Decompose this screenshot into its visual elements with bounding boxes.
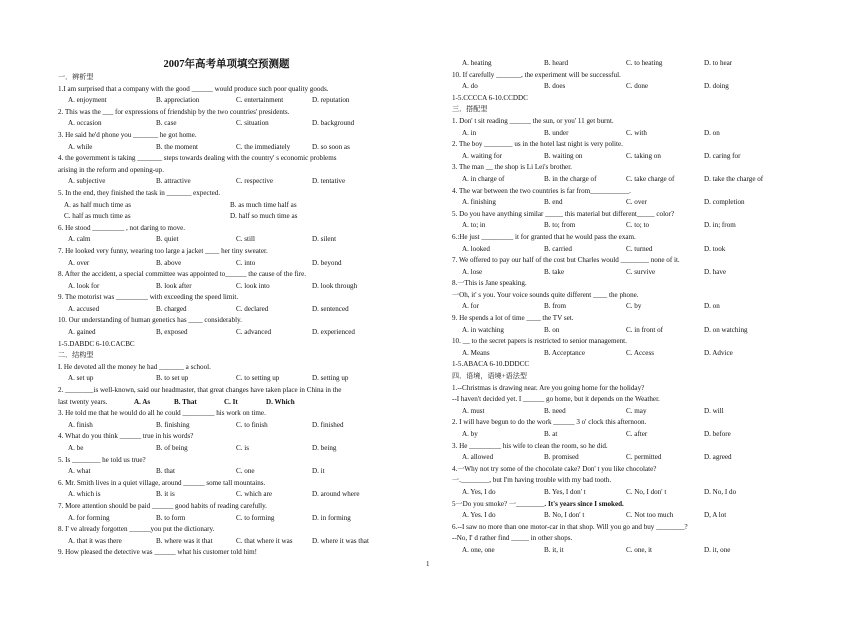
text-line: 1-5.ABACA 6-10.DDDCC (452, 360, 530, 369)
option: A. finishing (462, 198, 496, 207)
option: A. Yes. I do (462, 511, 496, 520)
option: A. in charge of (462, 174, 505, 183)
options-line (58, 200, 412, 212)
option: B. look after (156, 281, 192, 290)
option: B. to; from (544, 221, 576, 230)
option: D. on (704, 302, 720, 311)
options-line (452, 267, 798, 279)
text-line: 1-5.DABDC 6-10.CACBC (58, 339, 135, 348)
options-line (58, 211, 412, 223)
option: B. heard (544, 59, 569, 67)
options-line (58, 489, 412, 501)
option: D. on watching (704, 325, 748, 334)
option: C. turned (626, 244, 653, 253)
option: C. still (236, 235, 255, 244)
text-line: 9. The motorist was _________ with exceeding the speed limit. (58, 293, 239, 302)
option: A. accused (68, 304, 100, 313)
text-line: 7. He looked very funny, wearing too large a jacket ____ her tiny sweater. (58, 246, 268, 255)
option: D. in forming (312, 513, 351, 522)
option: C. after (626, 430, 648, 438)
option: A. As (134, 397, 151, 406)
option: B. as much time half as (230, 200, 297, 209)
option: A. finish (68, 420, 93, 429)
text-line: 5. Is ________ he told us true? (58, 455, 146, 464)
option: B. where was it that (156, 536, 213, 545)
text-line: --No, I' d rather find _____ in other shops. (452, 534, 573, 543)
text-line: I. He devoted all the money he had _______ a school. (58, 362, 211, 371)
option: D. it, one (704, 545, 731, 554)
option: C. may (626, 406, 647, 415)
options-line (452, 545, 798, 557)
text-line: 2. I will have begun to do the work ______ 3 o' clock this afternoon. (452, 418, 647, 427)
option: A. in watching (462, 325, 504, 334)
option: D. setting up (312, 374, 349, 383)
options-line (58, 304, 412, 316)
option: C. done (626, 82, 649, 91)
options-line (452, 174, 798, 186)
option: B. need (544, 406, 566, 415)
option: B. it, it (544, 545, 564, 554)
option: C. situation (236, 119, 269, 128)
option: B. at (544, 430, 558, 438)
option: B. quiet (156, 235, 179, 244)
options-line (452, 151, 798, 163)
option: C. look into (236, 281, 270, 290)
option: A. allowed (462, 453, 494, 462)
option: A. subjective (68, 177, 106, 186)
text-line: 5一Do you smoke? 一________. It's years since I smoked. (452, 499, 624, 508)
option: C. respective (236, 177, 274, 186)
option: A. look for (68, 281, 100, 290)
option: C. take charge of (626, 174, 675, 183)
text-line: 10. Our understanding of human genetics has ____ considerably. (58, 316, 242, 325)
option: A. set up (68, 374, 94, 383)
options-line (58, 176, 412, 188)
options-line (452, 406, 798, 418)
options-line (452, 220, 798, 232)
options-line (452, 348, 798, 360)
text-line: 2. ________is well-known, said our headmaster, that great changes have taken place in China in the (58, 386, 342, 395)
option: B. Acceptance (544, 348, 585, 357)
option: D. where it was that (312, 536, 369, 545)
option: C. with (626, 128, 647, 137)
option: D. reputation (312, 96, 350, 105)
options-line (58, 234, 412, 246)
text-line: 一．辨析型 (58, 73, 94, 81)
option: C. which are (236, 490, 273, 499)
text-line: 2. The boy ________ us in the hotel last night is very polite. (452, 140, 623, 149)
option: A. one, one (462, 545, 495, 554)
text-line: 3. The man __ the shop is Li Lei's brother. (452, 163, 572, 172)
text-line: 6. Mr. Smith lives in a quiet village, around ______ some tall mountains. (58, 478, 266, 487)
text-line: 四．语境，语境+语法型 (452, 372, 527, 381)
options-line (452, 487, 798, 499)
text-line: 2. This was the ___ for expressions of friendship by the two countries' presidents. (58, 107, 290, 116)
text-line: 7. More attention should be paid ______ good habits of reading carefully. (58, 501, 267, 510)
option: C. advanced (236, 328, 272, 337)
option: D. it (312, 467, 325, 476)
page-number: 1 (426, 560, 430, 568)
option: A. while (68, 142, 93, 151)
option: D. in; from (704, 221, 736, 230)
text-line: 8. I' ve already forgotten ______you put the dictionary. (58, 525, 215, 534)
option: B. Yes, I don' t (544, 487, 586, 496)
option: A. Yes, I do (462, 487, 496, 496)
option: D. Which (266, 397, 295, 406)
options-line (452, 81, 798, 93)
option: D. on (704, 128, 720, 137)
option: C. permitted (626, 453, 662, 462)
text-line: 1. Don' t sit reading ______ the sun, or you' 11 get burnt. (452, 116, 614, 125)
option: B. waiting on (544, 151, 583, 160)
option: D. will (704, 406, 724, 415)
option: D. Advice (704, 348, 733, 357)
text-line: 二．结构型 (58, 351, 94, 360)
option: D. to hear (704, 59, 733, 67)
text-line: 5. Do you have anything similar _____ this material but different_____ color? (452, 209, 675, 218)
options-line (58, 536, 412, 548)
text-line: 6.:He just _________ it for granted that he would pass the exam. (452, 232, 636, 241)
option: A. that it was there (68, 536, 122, 545)
option: C. Access (626, 348, 654, 357)
option: D. take the charge of (704, 174, 764, 183)
text-line: 3. He told me that he would do all he could _________ his work on time. (58, 409, 266, 418)
option: C. to forming (236, 513, 275, 522)
options-line (452, 452, 798, 464)
option: A. do (462, 82, 478, 91)
option: A. calm (68, 235, 91, 244)
options-line (452, 301, 798, 313)
text-line: 3. He said he'd phone you _______ he got home. (58, 130, 197, 139)
text-line: 三．搭配型 (452, 105, 488, 114)
option: C. into (236, 258, 256, 267)
option: B. appreciation (156, 96, 200, 105)
option: A. what (68, 467, 91, 476)
option: A. which is (68, 490, 101, 499)
option: A. for forming (68, 513, 110, 522)
options-line (58, 513, 412, 525)
option: C. that where it was (236, 536, 293, 545)
option: C. by (626, 302, 642, 311)
options-line (58, 397, 412, 409)
option: D. silent (312, 235, 337, 244)
option: B. carried (544, 244, 572, 253)
option: B. from (544, 302, 567, 311)
option: A. be (68, 444, 84, 452)
option: B. No, I don' t (544, 511, 585, 520)
option: B. under (544, 128, 569, 137)
option: B. to form (156, 513, 186, 522)
options-line (58, 373, 412, 385)
text-line: 1.--Christmas is drawing near. Are you going home for the holiday? (452, 383, 645, 392)
option: A. as half much time as (64, 200, 131, 209)
option: A. to; in (462, 221, 486, 230)
option: A. heating (462, 59, 492, 67)
option: D. No, I do (704, 487, 737, 496)
option: A. for (462, 302, 479, 311)
option: B, exposed (156, 328, 188, 337)
option: C. to; to (626, 221, 650, 230)
option: D. finished (312, 420, 344, 429)
text-line: 8.一This is Jane speaking. (452, 279, 527, 288)
text-line: 3. He _________ his wife to clean the room, so he did. (452, 441, 608, 450)
options-line (58, 258, 412, 270)
text-line: 一Oh, it' s you. Your voice sounds quite different ____ the phone. (452, 290, 639, 299)
option: D. sentenced (312, 304, 349, 313)
option: D. look through (312, 281, 358, 290)
text-line: 7. We offered to pay our half of the cost but Charles would ________ none of it. (452, 256, 680, 265)
option: B. on (544, 325, 560, 334)
options-line (58, 281, 412, 293)
option: D. took (704, 244, 726, 253)
page-title: 2007年高考单项填空预测题 (163, 59, 290, 70)
option: C. to setting up (236, 374, 280, 383)
text-line: 4.一Why not try some of the chocolate cake? Don' t you like chocolate? (452, 464, 657, 473)
right-column (452, 58, 798, 557)
options-line (452, 58, 798, 70)
text-line: 6.--I saw no more than one motor-car in that shop. Will you go and buy ________? (452, 522, 688, 531)
option: B. charged (156, 304, 187, 313)
text-line: 9. He spends a lot of time ____ the TV set. (452, 314, 574, 323)
option: A. gained (68, 328, 96, 337)
option: B. take (544, 267, 565, 276)
options-line (58, 443, 412, 455)
text-line: 10. __ to the secret papers is restricted to senior management. (452, 337, 627, 346)
option: C. entertainment (236, 96, 284, 105)
options-line (58, 95, 412, 107)
option: C. to finish (236, 420, 268, 429)
option: D. so soon as (312, 142, 350, 151)
option: B. does (544, 82, 566, 91)
option: C. declared (236, 304, 269, 313)
option: C. in front of (626, 325, 664, 334)
options-line (452, 197, 798, 209)
option: A. occasion (68, 119, 102, 128)
option: A. lose (462, 267, 483, 276)
option: D. have (704, 267, 727, 276)
option: D. completion (704, 198, 745, 207)
option: D. before (704, 430, 731, 438)
text-line: 一.________, but I'm having trouble with my bad tooth. (452, 476, 612, 485)
option: C. to heating (626, 59, 663, 67)
option: D. half so much time as (230, 212, 298, 221)
option: B. it is (156, 490, 175, 499)
option: B. end (544, 198, 563, 207)
option: last twenty years. (58, 397, 108, 406)
option: D. experienced (312, 328, 355, 337)
option: A. waiting for (462, 151, 502, 160)
text-line: 5. In the end, they finished the task in _______ expected. (58, 188, 221, 197)
option: C. is (236, 444, 250, 452)
option: D. doing (704, 82, 729, 91)
text-line: 6. He stood _________ , not daring to move. (58, 223, 186, 232)
option: A. enjoyment (68, 96, 107, 105)
text-line: 4. What do you think ______ true in his words? (58, 432, 194, 441)
text-line: 1-5.CCCCA 6-10.CCDDC (452, 93, 528, 102)
text-line: 8. After the accident, a special committee was appointed to______ the cause of the fire. (58, 270, 306, 279)
option: D. agreed (704, 453, 732, 462)
option: A. looked (462, 244, 490, 253)
option: B. finishing (156, 420, 190, 429)
options-line (58, 327, 412, 339)
option: A. over (68, 258, 90, 267)
option: D. background (312, 119, 355, 128)
option: D. tentative (312, 177, 346, 186)
option: C. half as much time as (64, 212, 131, 221)
option: A. Means (462, 348, 490, 357)
options-line (452, 244, 798, 256)
option: B. to set up (156, 374, 189, 383)
options-line (452, 429, 798, 441)
options-line (58, 466, 412, 478)
option: B. above (156, 258, 182, 267)
options-line (58, 118, 412, 130)
option: C. No, I don' t (626, 487, 667, 496)
options-line (452, 510, 798, 522)
text-line: arising in the reform and opening-up. (58, 165, 164, 174)
option: A. by (462, 430, 478, 438)
option: C. one (236, 467, 255, 476)
options-line (58, 420, 412, 432)
text-line: 1.I am surprised that a company with the good ______ would produce such poor quality goods. (58, 84, 329, 93)
option: B. the moment (156, 142, 198, 151)
option: B. that (156, 467, 175, 476)
text-line: --I haven't decided yet. I ______ go home, but it depends on the Weather. (452, 395, 660, 404)
option: C. It (224, 397, 238, 406)
left-column (58, 72, 412, 559)
option: B. case (156, 119, 177, 128)
option: D. caring for (704, 151, 741, 160)
option: C. the immediately (236, 142, 291, 151)
options-line (452, 325, 798, 337)
option: D. being (312, 444, 337, 452)
text-line: 10. If carefully _______, the experiment will be successful. (452, 70, 621, 79)
option: B. That (174, 397, 197, 406)
option: C. over (626, 198, 647, 207)
option: D, A lot (704, 511, 727, 520)
option: C. taking on (626, 151, 661, 160)
option: D. around where (312, 490, 360, 499)
option: B. of being (156, 444, 188, 452)
option: D. beyond (312, 258, 342, 267)
option: C. Not too much (626, 511, 674, 520)
text-line: 9. How pleased the detective was ______ what his customer told him! (58, 548, 257, 557)
options-line (452, 128, 798, 140)
option: C. one, it (626, 545, 653, 554)
text-line: 4. The war between the two countries is far from___________. (452, 186, 631, 195)
option: C. survive (626, 267, 656, 276)
option: A. must (462, 406, 485, 415)
option: B. in the charge of (544, 174, 597, 183)
option: B. attractive (156, 177, 191, 186)
option: B. promised (544, 453, 579, 462)
options-line (58, 142, 412, 154)
option: A. in (462, 128, 477, 137)
text-line: 4. the government is taking _______ steps towards dealing with the country' s economic problems (58, 154, 337, 163)
